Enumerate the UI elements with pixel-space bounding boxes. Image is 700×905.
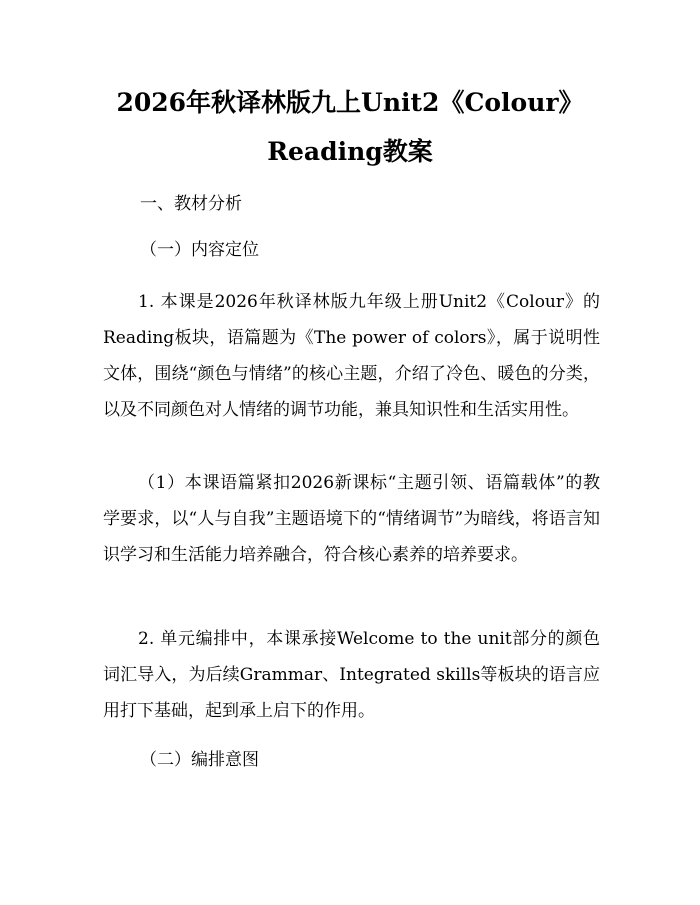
subsection-heading-arrangement-intent: （二）编排意图 (140, 750, 259, 770)
subsection-heading-content-positioning: （一）内容定位 (140, 240, 259, 260)
document-title-line-2: Reading教案 (267, 137, 433, 166)
paragraph-lesson-introduction: 1. 本课是2026年秋译林版九年级上册Unit2《Colour》的Reading板块，语篇题为《The power of colors》，属于说明性文体，围绕“颜色与情绪”的核心主题，介绍了冷色、暖色的分类，以及不同颜色对人情绪的调节功能，兼具知识性和生活实用性。 (103, 292, 600, 420)
document-title-line-1: 2026年秋译林版九上Unit2《Colour》 (116, 88, 584, 117)
section-heading-textbook-analysis: 一、教材分析 (140, 194, 242, 214)
paragraph-unit-arrangement: 2. 单元编排中，本课承接Welcome to the unit部分的颜色词汇导入，为后续Grammar、Integrated skills等板块的语言应用打下基础，起到承上启下的作用。 (103, 629, 600, 721)
paragraph-curriculum-alignment: （1）本课语篇紧扣2026新课标“主题引领、语篇载体”的教学要求，以“人与自我”主题语境下的“情绪调节”为暗线，将语言知识学习和生活能力培养融合，符合核心素养的培养要求。 (103, 473, 600, 565)
